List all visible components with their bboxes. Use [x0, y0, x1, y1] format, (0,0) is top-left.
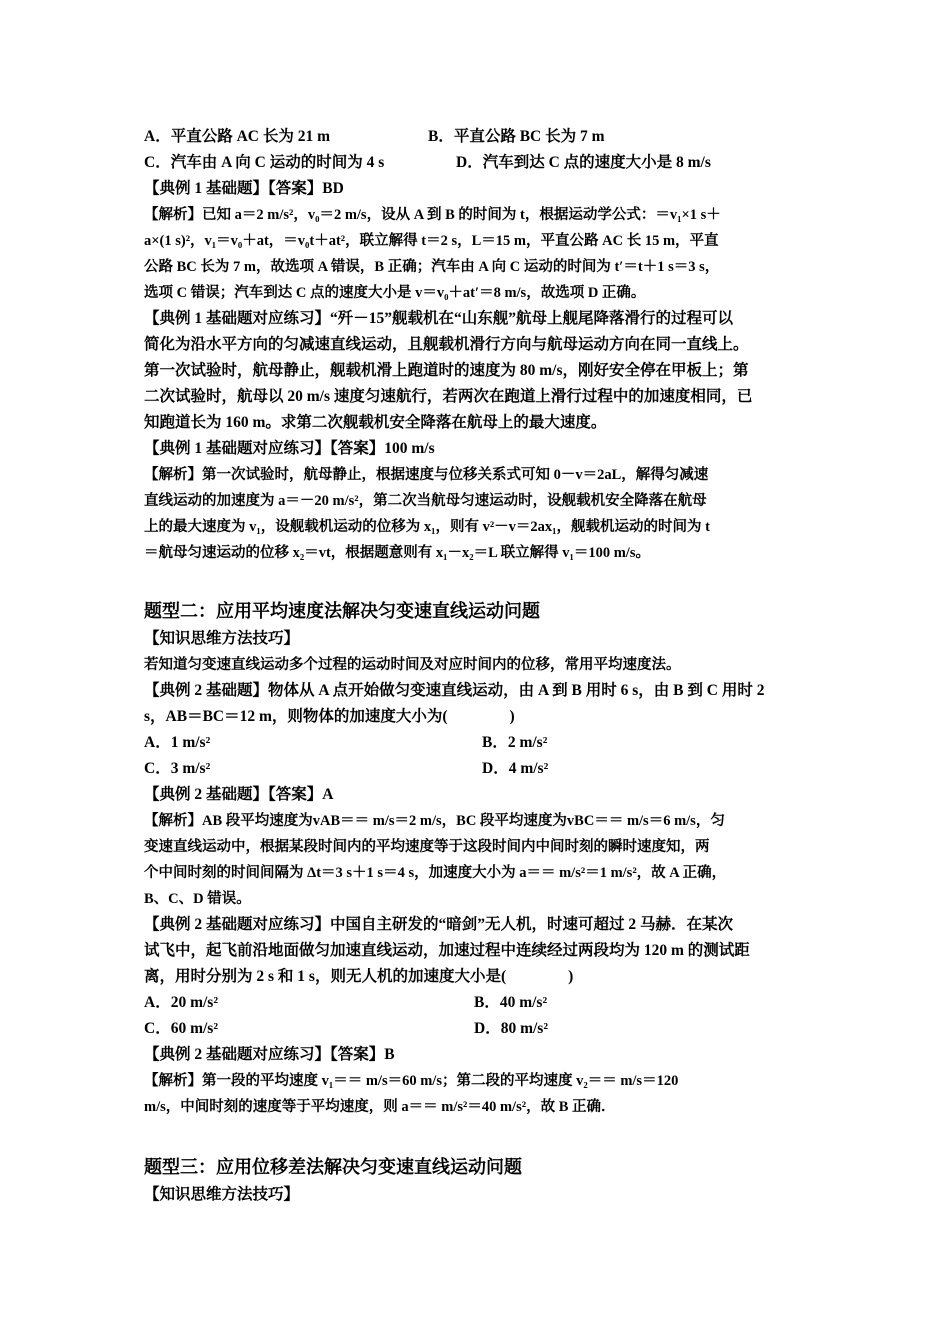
text-line: C．60 m/s²	[144, 1020, 218, 1037]
option-text: B．2 m/s²	[482, 734, 548, 751]
section-heading: 题型三：应用位移差法解决匀变速直线运动问题	[144, 1157, 522, 1177]
text-line: 简化为沿水平方向的匀减速直线运动，且舰载机滑行方向与航母运动方向在同一直线上。	[144, 336, 749, 353]
option-text: D．80 m/s²	[474, 1020, 548, 1037]
option-text: D．4 m/s²	[482, 760, 549, 777]
text-line: B、C、D 错误。	[144, 891, 251, 907]
text-line: s，AB＝BC＝12 m，则物体的加速度大小为( )	[144, 708, 515, 725]
text-line: A．20 m/s²	[144, 994, 218, 1011]
text-line: 【知识思维方法技巧】	[144, 630, 300, 647]
text-line: 试飞中，起飞前沿地面做匀加速直线运动，加速过程中连续经过两段均为 120 m 的测试距	[144, 942, 750, 959]
option-text: D．汽车到达 C 点的速度大小是 8 m/s	[456, 154, 711, 171]
text-line: 第一次试验时，航母静止，舰载机滑上跑道时的速度为 80 m/s，刚好安全停在甲板上；第	[144, 362, 749, 379]
section-heading: 题型二：应用平均速度法解决匀变速直线运动问题	[144, 601, 540, 621]
text-line: 【典例 2 基础题】物体从 A 点开始做匀变速直线运动，由 A 到 B 用时 6 s，由 B 到 C 用时 2	[144, 682, 765, 699]
text-line: 【解析】第一次试验时，航母静止，根据速度与位移关系式可知 0－v＝2aL，解得匀减速	[144, 467, 709, 483]
text-line: a×(1 s)²，v₁＝v₀＋at，＝v₀t＋at²，联立解得 t＝2 s，L＝15 m，平直公路 AC 长 15 m，平直	[144, 233, 719, 249]
text-line: 【典例 1 基础题】【答案】BD	[144, 180, 344, 197]
text-line: 二次试验时，航母以 20 m/s 速度匀速航行，若两次在跑道上滑行过程中的加速度相同，已	[144, 388, 753, 405]
text-line: ＝航母匀速运动的位移 x₂＝vt，根据题意则有 x₁－x₂＝L 联立解得 v₁＝100 m/s。	[144, 545, 650, 561]
text-line: 变速直线运动中，根据某段时间内的平均速度等于这段时间内中间时刻的瞬时速度知，两	[144, 839, 710, 855]
text-line: 若知道匀变速直线运动多个过程的运动时间及对应时间内的位移，常用平均速度法。	[144, 657, 681, 673]
option-text: B．40 m/s²	[474, 994, 548, 1011]
text-line: 个中间时刻的时间间隔为 Δt＝3 s＋1 s＝4 s，加速度大小为 a＝＝ m/s²＝1 m/s²，故 A 正确，	[144, 865, 727, 881]
text-line: 【解析】第一段的平均速度 v₁＝＝ m/s＝60 m/s；第二段的平均速度 v₂＝＝ m/s＝120	[144, 1073, 679, 1089]
text-line: 【典例 2 基础题】【答案】A	[144, 786, 334, 803]
text-line: 选项 C 错误；汽车到达 C 点的速度大小是 v＝v₀＋at′＝8 m/s，故选项 D 正确。	[144, 285, 646, 301]
text-line: 【典例 1 基础题对应练习】“歼－15”舰载机在“山东舰”航母上舰尾降落滑行的过程可以	[144, 310, 734, 327]
text-line: A．平直公路 AC 长为 21 m	[144, 128, 330, 145]
text-line: C．3 m/s²	[144, 760, 211, 777]
text-line: A．1 m/s²	[144, 734, 211, 751]
text-line: 离，用时分别为 2 s 和 1 s，则无人机的加速度大小是( )	[144, 968, 574, 985]
text-line: 知跑道长为 160 m。求第二次舰载机安全降落在航母上的最大速度。	[144, 414, 607, 431]
text-line: 【典例 2 基础题对应练习】中国自主研发的“暗剑”无人机，时速可超过 2 马赫．在某次	[144, 916, 734, 933]
text-line: 上的最大速度为 v₁，设舰载机运动的位移为 x₁，则有 v²－v＝2ax₁，舰载机运动的时间为 t	[144, 519, 710, 535]
option-text: B．平直公路 BC 长为 7 m	[428, 128, 605, 145]
text-line: m/s，中间时刻的速度等于平均速度，则 a＝＝ m/s²＝40 m/s²，故 B 正确．	[144, 1099, 616, 1115]
text-line: 公路 BC 长为 7 m，故选项 A 错误，B 正确；汽车由 A 向 C 运动的时间为 t′＝t＋1 s＝3 s，	[144, 259, 720, 275]
text-line: 【知识思维方法技巧】	[144, 1186, 300, 1203]
text-line: 【典例 2 基础题对应练习】【答案】B	[144, 1046, 395, 1063]
text-line: C．汽车由 A 向 C 运动的时间为 4 s	[144, 154, 385, 171]
text-line: 【解析】AB 段平均速度为vAB＝＝ m/s＝2 m/s，BC 段平均速度为vBC＝＝ m/s＝6 m/s，匀	[144, 813, 725, 829]
text-line: 直线运动的加速度为 a＝－20 m/s²，第二次当航母匀速运动时，设舰载机安全降落在航母	[144, 493, 707, 509]
text-line: 【典例 1 基础题对应练习】【答案】100 m/s	[144, 440, 435, 457]
text-line: 【解析】已知 a＝2 m/s²，v₀＝2 m/s，设从 A 到 B 的时间为 t，根据运动学公式：＝v₁×1 s＋	[144, 207, 721, 223]
